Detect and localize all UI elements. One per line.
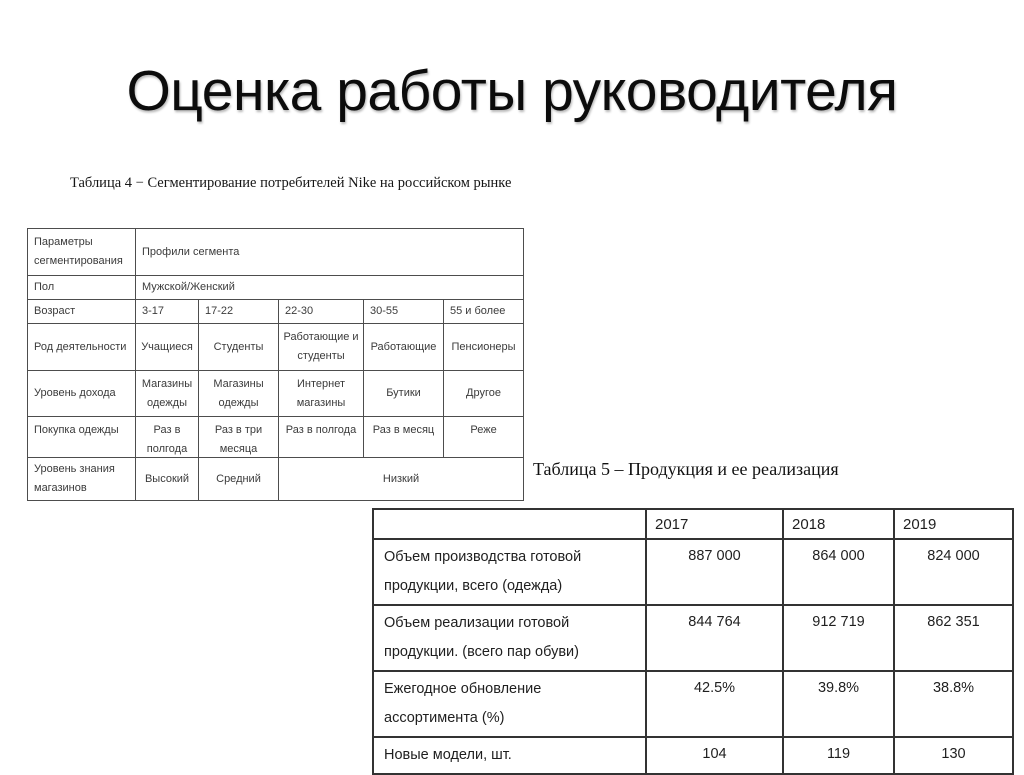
segmentation-table [27,228,524,501]
t4-value-cell: Бутики [364,371,444,417]
clipped-text: Раз в полгода [146,424,188,455]
t4-row-income [28,371,524,417]
t4-value-cell: Мужской/Женский [136,276,524,300]
t5-value-cell: 42.5% [646,671,783,737]
t4-param-cell: Покупка одежды [28,417,136,458]
t4-value-cell: Реже [444,417,524,458]
label-line: Ежегодное обновление [384,681,542,697]
label-line: ассортимента (%) [384,710,505,726]
t4-value-cell: Магазины одежды [136,371,199,417]
t5-value-cell: 130 [894,737,1013,774]
t4-value-cell: 55 и более [444,300,524,324]
t5-value-cell: 887 000 [646,539,783,605]
t4-row-awareness [28,458,524,501]
t5-year-header: 2018 [783,509,894,539]
t5-label-cell [373,671,646,737]
t4-value-cell: 22-30 [279,300,364,324]
t4-value-cell: Раз в месяц [364,417,444,458]
t5-corner-cell [373,509,646,539]
t4-value-cell [199,417,279,458]
t5-year-header: 2017 [646,509,783,539]
t5-row-assortment-renewal [373,671,1013,737]
t4-value-cell [136,417,199,458]
t4-value-cell: Пенсионеры [444,324,524,371]
t4-value-cell: Интернет магазины [279,371,364,417]
t5-value-cell: 38.8% [894,671,1013,737]
t4-value-cell: Работающие [364,324,444,371]
table5-caption: Таблица 5 – Продукция и ее реализация [533,459,839,479]
t4-value-cell: 30-55 [364,300,444,324]
t4-value-cell: 3-17 [136,300,199,324]
label-line: Новые модели, шт. [384,747,512,763]
label-line: продукции. (всего пар обуви) [384,644,579,660]
t5-label-cell [373,539,646,605]
t4-value-cell: Раз в полгода [279,417,364,458]
t4-param-cell: Уровень знания магазинов [28,458,136,501]
slide-title: Оценка работы руководителя [126,59,898,123]
t4-row-header [28,229,524,276]
t4-row-age [28,300,524,324]
t5-value-cell: 824 000 [894,539,1013,605]
t5-value-cell: 844 764 [646,605,783,671]
t4-value-cell: Другое [444,371,524,417]
t5-value-cell: 119 [783,737,894,774]
t4-row-purchase [28,417,524,458]
t4-param-cell: Возраст [28,300,136,324]
t4-value-cell: Средний [199,458,279,501]
t5-year-header: 2019 [894,509,1013,539]
label-line: Объем реализации готовой [384,615,570,631]
t4-value-cell: Высокий [136,458,199,501]
t4-value-cell: Магазины одежды [199,371,279,417]
t5-row-new-models [373,737,1013,774]
t5-row-sales-volume [373,605,1013,671]
t4-param-cell: Пол [28,276,136,300]
t5-value-cell: 912 719 [783,605,894,671]
t4-row-gender [28,276,524,300]
t4-param-cell: Параметры сегментирования [28,229,136,276]
t4-row-occupation [28,324,524,371]
t4-value-cell: Работающие и студенты [279,324,364,371]
t4-param-cell: Уровень дохода [28,371,136,417]
t4-value-cell: Низкий [279,458,524,501]
t4-value-cell: Студенты [199,324,279,371]
t4-value-cell: 17-22 [199,300,279,324]
t5-label-cell [373,605,646,671]
clipped-text: Раз в три месяца [214,424,263,455]
t4-value-cell: Учащиеся [136,324,199,371]
t5-value-cell: 862 351 [894,605,1013,671]
production-table [372,508,1014,775]
t5-value-cell: 864 000 [783,539,894,605]
label-line: продукции, всего (одежда) [384,578,563,594]
t4-profile-cell: Профили сегмента [136,229,524,276]
t5-row-production-volume [373,539,1013,605]
t5-value-cell: 104 [646,737,783,774]
t4-param-cell: Род деятельности [28,324,136,371]
label-line: Объем производства готовой [384,549,582,565]
table4-caption: Таблица 4 − Сегментирование потребителей Nike на российском рынке [70,175,512,191]
t5-header-row [373,509,1013,539]
t5-label-cell [373,737,646,774]
t5-value-cell: 39.8% [783,671,894,737]
